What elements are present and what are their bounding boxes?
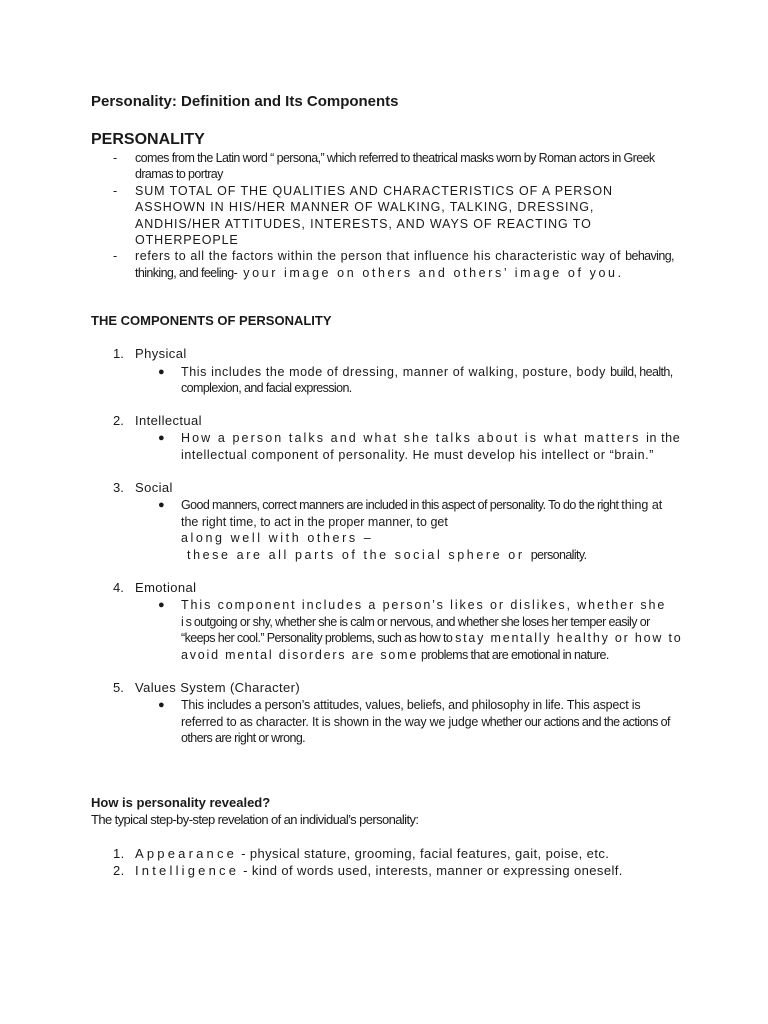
component-label: Emotional: [135, 579, 197, 595]
bullet-text: along well with others –: [181, 531, 374, 546]
bullet-text: thing at the right time, to act in the proper manner, to get: [181, 498, 663, 529]
bullet-icon: ●: [158, 365, 165, 378]
revealed-intro: The typical step-by-step revelation of an individual’s personality:: [91, 812, 419, 827]
component-item: [113, 346, 683, 397]
component-bullets: [135, 697, 683, 747]
revealed-term: Appearance: [135, 846, 238, 861]
item-number: 1.: [113, 346, 124, 361]
component-label: Values System (Character): [135, 679, 301, 695]
bullet-text: This includes the mode of dressing, manner of walking, posture, body: [181, 364, 611, 379]
bullet-text: This includes a person’s attitudes, values, beliefs, and philosophy in life. This aspect is referred to as character. It is shown in the way we judge: [181, 698, 641, 729]
item-number: 5.: [113, 679, 124, 695]
revealed-text: - kind of words used, interests, manner or expressing oneself.: [239, 862, 623, 878]
item-number: 2.: [113, 862, 125, 878]
definition-item: [113, 248, 683, 281]
component-bullets: [135, 497, 683, 563]
component-bullet: [157, 597, 683, 663]
item-number: 1.: [113, 846, 125, 861]
item-number: 3.: [113, 479, 124, 495]
definition-text: your image on others and others’ image of you.: [237, 265, 624, 280]
revealed-text: - physical stature, grooming, facial features, gait, poise, etc.: [237, 846, 610, 861]
component-bullets: [135, 364, 683, 397]
component-bullet: [157, 430, 683, 463]
definition-item: [113, 150, 683, 183]
component-item: [113, 580, 683, 664]
definition-text: SUM TOTAL OF THE QUALITIES AND CHARACTERISTICS OF A PERSON ASSHOWN IN HIS/HER MANNER OF WALKING, TALKING, DRESSING, ANDHIS/HER ATTITUDES, INTERESTS, AND WAYS OF REACTING TO OTHERPEOPLE: [135, 183, 613, 248]
bullet-text: This component includes a person’s likes or dislikes, whether she is: [181, 598, 667, 629]
document-title: Personality: Definition and Its Components: [91, 93, 399, 110]
component-bullet: [157, 364, 683, 397]
bullet-text: outgoing or shy, whether she is calm or nervous, and whether she loses her temper easily or “keeps her cool.” Personality problems, such as how to: [181, 614, 650, 646]
definition-text: comes from the Latin word “ persona,” which referred to theatrical masks worn by Roman actors in Greek dramas to portray: [135, 151, 655, 182]
bullet-text: in the intellectual component of personality. He must develop his intellect or “brain.”: [181, 431, 681, 462]
component-label: Physical: [135, 346, 187, 361]
bullet-text: build, health, complexion, and facial expression.: [181, 364, 673, 396]
definition-text: behaving, thinking, and feeling-: [135, 249, 674, 280]
component-label: Social: [135, 479, 173, 495]
bullet-text: stay mentally healthy or how to avoid mental disorders are some: [181, 631, 683, 662]
revealed-heading: How is personality revealed?: [91, 795, 271, 810]
components-heading: THE COMPONENTS OF PERSONALITY: [91, 313, 332, 328]
bullet-icon: ●: [158, 599, 165, 612]
bullet-text: How a person talks and what she talks about is what matters: [181, 431, 647, 446]
dash-marker: -: [113, 183, 118, 198]
revealed-item: [113, 846, 633, 863]
definition-item: [113, 183, 683, 249]
revealed-list: [113, 846, 633, 879]
bullet-text: these are all parts of the social sphere or: [187, 547, 531, 562]
bullet-text: Good manners, correct manners are included in this aspect of personality. To do the right: [181, 498, 622, 513]
dash-marker: -: [113, 151, 118, 165]
personality-heading: PERSONALITY: [91, 131, 205, 148]
bullet-icon: ●: [158, 432, 165, 445]
bullet-text: whether our actions and the actions of others are right or wrong.: [181, 714, 670, 746]
bullet-icon: ●: [158, 699, 165, 712]
components-list: [113, 346, 683, 763]
bullet-text: problems that are emotional in nature.: [418, 647, 609, 662]
item-number: 2.: [113, 412, 124, 428]
personality-definition-list: [113, 150, 683, 281]
component-bullet: [157, 497, 683, 563]
component-item: [113, 413, 683, 464]
component-item: [113, 480, 683, 564]
bullet-text: personality.: [530, 547, 587, 562]
item-number: 4.: [113, 579, 124, 595]
component-bullet: [157, 697, 683, 747]
component-item: [113, 680, 683, 747]
revealed-term: Intelligence: [135, 862, 240, 878]
bullet-icon: ●: [158, 499, 165, 512]
definition-text: refers to all the factors within the person that influence his characteristic way of: [135, 249, 626, 264]
component-bullets: [135, 597, 683, 663]
revealed-item: [113, 863, 633, 880]
component-bullets: [135, 430, 683, 463]
dash-marker: -: [113, 249, 118, 264]
component-label: Intellectual: [135, 412, 202, 428]
